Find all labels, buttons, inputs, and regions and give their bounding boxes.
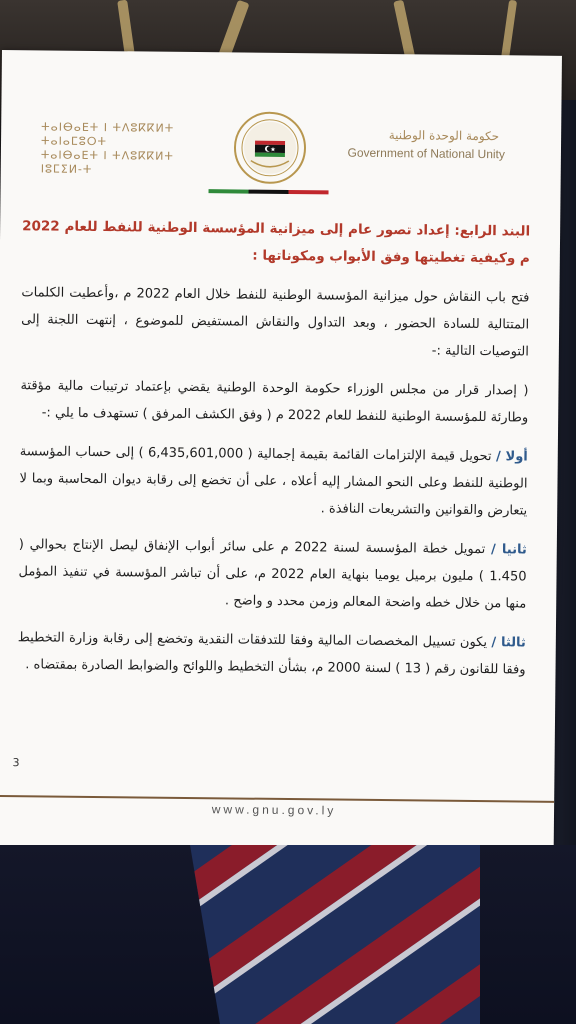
government-name-english: Government of National Unity [347, 145, 506, 162]
document-page [0, 50, 562, 851]
item-second [18, 531, 527, 617]
section-heading: البند الرابع: إعداد تصور عام إلى ميزانية المؤسسة الوطنية للنفط للعام 2022 م وكيفية تغطيتها وفق الأبواب ومكوناتها : [22, 218, 531, 267]
item-first-text: تحويل قيمة الإلتزامات القائمة بقيمة إجمالية ( 6,435,601,000 ) إلى حساب المؤسسة الوطنية للنفط وعلى النحو المشار إليه أعلاه ، على أن تخضع إلى رقابة ديوان المحاسبة وبما لا يتعارض والقوانين والتشريعات النافذة . [19, 444, 528, 519]
page-number: 3 [12, 756, 20, 770]
striped-tie [180, 845, 480, 1024]
libya-state-emblem-icon [233, 110, 308, 185]
decision-paragraph: ( إصدار قرار من مجلس الوزراء حكومة الوحدة الوطنية يقضي بإعتماد ترتيبات مالية مؤقتة وطارئة للمؤسسة الوطنية للنفط للعام 2022 م ( وفق الكشف المرفق ) تستهدف ما يلي :- [20, 378, 529, 426]
item-first [19, 438, 528, 524]
flag-green-stripe [209, 189, 249, 193]
item-third-text: يكون تسييل المخصصات المالية وفقا للتدفقات النقدية وتخضع إلى رقابة وزارة التخطيط وفقا للقانون رقم ( 13 ) لسنة 2000 م، بشأن التخطيط واللوائح والضوابط الصادرة بمقتضاه . [17, 630, 526, 678]
flag-black-stripe [249, 190, 289, 194]
item-second-text: تمويل خطة المؤسسة لسنة 2022 م على سائر أبواب الإنفاق ليصل الإنتاج بحوالي ( 1.450 ) مليون برميل يوميا بنهاية العام 2022 م، على أن تباشر المؤسسة في تنفيذ المؤمل منها من خلال خطه واضحة المعالم وزمن محدد و واضح . [18, 537, 527, 612]
footer-website: www.gnu.gov.ly [211, 802, 337, 818]
item-second-label: ثانيا / [490, 542, 527, 558]
flag-color-bar [209, 189, 329, 194]
item-third-label: ثالثا / [491, 635, 526, 651]
flag-red-stripe [289, 190, 329, 194]
tifinagh-title [41, 120, 202, 178]
letterhead [0, 50, 562, 206]
item-first-label: أولا / [495, 449, 528, 465]
government-name-arabic: حكومة الوحدة الوطنية [388, 128, 500, 144]
item-third [17, 624, 526, 683]
intro-paragraph: فتح باب النقاش حول ميزانية المؤسسة الوطنية للنفط خلال العام 2022 م ،وأعطيت الكلمات المتتالية للسادة الحضور ، وبعد التداول والنقاش المستفيض للموضوع ، إنتهت اللجنة إلى التوصيات التالية :- [21, 285, 530, 360]
document-body [17, 213, 530, 695]
tifinagh-line-1: ⵜⴰⵏⴱⴰⴹⵜ ⵏ ⵜⴷⵓⴽⴽⵍⵜ ⵜⴰⵏⴰⵎⵓⵔⵜ [40, 120, 175, 149]
tifinagh-line-2: ⵜⴰⵏⴱⴰⴹⵜ ⵏ ⵜⴷⵓⴽⴽⵍⵜ ⵏⵓⵎⵉⵍ-ⵜ [40, 148, 174, 176]
